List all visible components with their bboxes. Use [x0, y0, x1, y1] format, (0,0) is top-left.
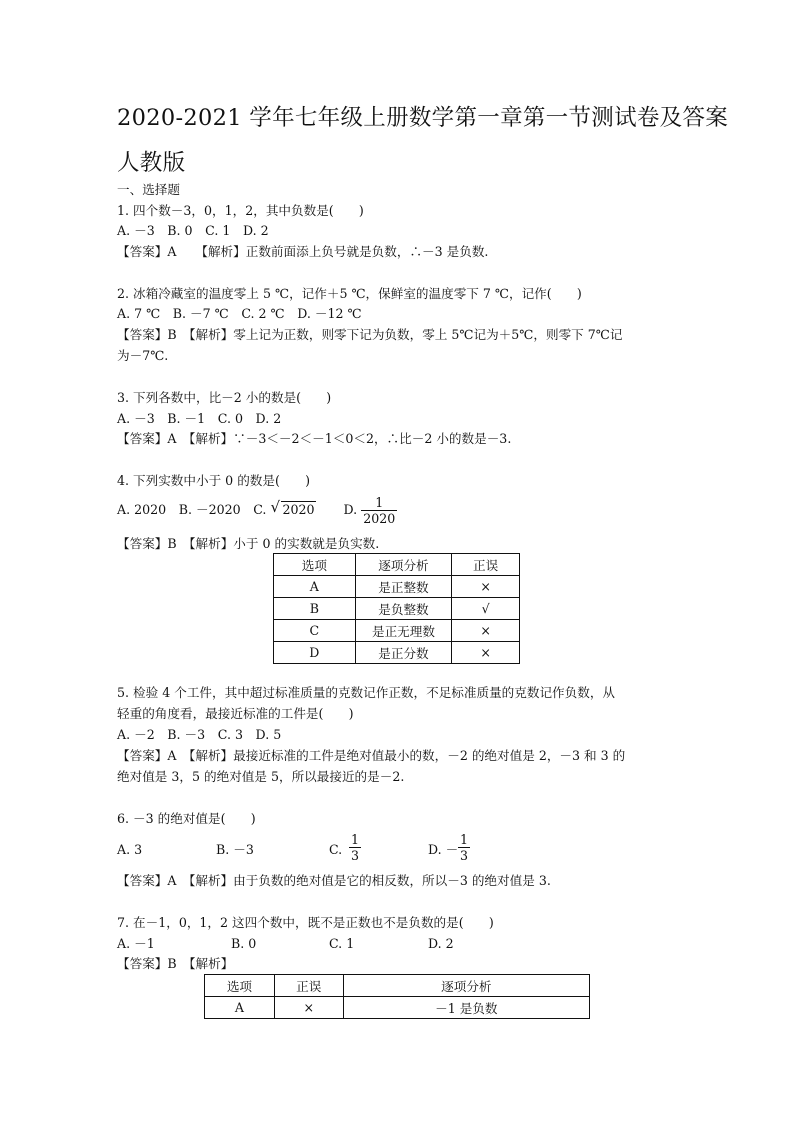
q2-stem: 2. 冰箱冷藏室的温度零上 5 ℃，记作＋5 ℃，保鲜室的温度零下 7 ℃，记作( ) — [117, 286, 582, 301]
table-row — [274, 642, 520, 664]
table-row — [205, 997, 590, 1019]
table-cell: 是正无理数 — [355, 620, 452, 642]
q7-option-b: B. 0 — [231, 936, 257, 951]
fraction-denominator: 3 — [460, 848, 469, 863]
table-row — [274, 620, 520, 642]
sqrt-expression — [270, 498, 315, 519]
q1-options: A. －3 B. 0 C. 1 D. 2 — [117, 223, 269, 238]
fraction-numerator: 1 — [460, 832, 469, 847]
q4-option-d-fraction — [361, 495, 397, 526]
q5-stem-line-1: 5. 检验 4 个工件，其中超过标准质量的克数记作正数，不足标准质量的克数记作负数，从 — [117, 685, 616, 700]
table-header-cell: 正误 — [452, 554, 520, 576]
table-header-row — [274, 554, 520, 576]
q4-answer: 【答案】B 【解析】小于 0 的实数就是负实数. — [117, 536, 380, 551]
q6-option-a: A. 3 — [117, 842, 143, 857]
q6-option-d-label: D. － — [428, 842, 459, 857]
table-cell: × — [452, 620, 520, 642]
table-cell: 是正分数 — [355, 642, 452, 664]
fraction-denominator: 3 — [351, 848, 360, 863]
table-cell: A — [274, 576, 356, 598]
q7-analysis-table — [204, 974, 590, 1019]
table-header-cell: 正误 — [274, 975, 343, 997]
table-header-cell: 选项 — [205, 975, 275, 997]
table-cell: 是负整数 — [355, 598, 452, 620]
q4-options — [117, 495, 397, 526]
table-cell: D — [274, 642, 356, 664]
sqrt-radicand: 2020 — [282, 502, 315, 517]
table-cell: A — [205, 997, 275, 1019]
q6-option-d-fraction — [458, 832, 470, 863]
q5-answer-line-2: 绝对值是 3，5 的绝对值是 5，所以最接近的是－2. — [117, 769, 405, 784]
q6-option-b: B. －3 — [216, 842, 254, 857]
table-header-cell: 逐项分析 — [343, 975, 589, 997]
section-heading: 一、选择题 — [117, 182, 180, 197]
q1-stem: 1. 四个数－3，0，1，2，其中负数是( ) — [117, 203, 364, 218]
q6-option-c-label: C. — [329, 842, 343, 857]
sqrt-radical-icon: √ — [270, 498, 280, 516]
q6-option-c-fraction — [349, 832, 361, 863]
table-header-row — [205, 975, 590, 997]
q7-stem: 7. 在－1，0，1，2 这四个数中，既不是正数也不是负数的是( ) — [117, 915, 494, 930]
q2-options: A. 7 ℃ B. －7 ℃ C. 2 ℃ D. －12 ℃ — [117, 306, 362, 321]
table-row — [274, 598, 520, 620]
table-cell: × — [274, 997, 343, 1019]
table-cell: 是正整数 — [355, 576, 452, 598]
fraction-numerator: 1 — [351, 832, 360, 847]
q2-answer-line-1: 【答案】B 【解析】零上记为正数，则零下记为负数，零上 5℃记为＋5℃，则零下 7℃记 — [117, 327, 623, 342]
q7-option-d: D. 2 — [428, 936, 454, 951]
q6-answer: 【答案】A 【解析】由于负数的绝对值是它的相反数，所以－3 的绝对值是 3. — [117, 873, 551, 888]
table-cell: √ — [452, 598, 520, 620]
q4-options-ab: A. 2020 B. －2020 C. — [117, 502, 271, 517]
q4-stem: 4. 下列实数中小于 0 的数是( ) — [117, 473, 310, 488]
q5-answer-line-1: 【答案】A 【解析】最接近标准的工件是绝对值最小的数，－2 的绝对值是 2，－3 和 3 的 — [117, 748, 626, 763]
q4-option-d-label: D. — [343, 502, 358, 517]
q3-answer: 【答案】A 【解析】∵－3＜－2＜－1＜0＜2，∴比－2 小的数是－3. — [117, 431, 512, 446]
q5-options: A. －2 B. －3 C. 3 D. 5 — [117, 727, 282, 742]
q1-answer: 【答案】A 【解析】正数前面添上负号就是负数，∴－3 是负数. — [117, 244, 489, 259]
table-row — [274, 576, 520, 598]
table-header-cell: 选项 — [274, 554, 356, 576]
q7-answer: 【答案】B 【解析】 — [117, 956, 234, 971]
q3-options: A. －3 B. －1 C. 0 D. 2 — [117, 411, 282, 426]
q3-stem: 3. 下列各数中，比－2 小的数是( ) — [117, 390, 332, 405]
q5-stem-line-2: 轻重的角度看，最接近标准的工件是( ) — [117, 706, 354, 721]
document-title-line-1: 2020-2021 学年七年级上册数学第一章第一节测试卷及答案 — [117, 105, 729, 131]
q7-options — [117, 935, 517, 953]
q4-analysis-table — [273, 553, 520, 664]
fraction-denominator: 2020 — [363, 511, 396, 526]
table-cell: B — [274, 598, 356, 620]
table-cell: C — [274, 620, 356, 642]
q2-answer-line-2: 为－7℃. — [117, 348, 169, 363]
fraction-numerator: 1 — [361, 495, 397, 511]
table-cell: × — [452, 576, 520, 598]
table-cell: －1 是负数 — [343, 997, 589, 1019]
q6-stem: 6. －3 的绝对值是( ) — [117, 811, 256, 826]
table-cell: × — [452, 642, 520, 664]
q7-option-a: A. －1 — [117, 936, 155, 951]
table-header-cell: 逐项分析 — [355, 554, 452, 576]
document-title-line-2: 人教版 — [117, 150, 186, 176]
q7-option-c: C. 1 — [329, 936, 355, 951]
